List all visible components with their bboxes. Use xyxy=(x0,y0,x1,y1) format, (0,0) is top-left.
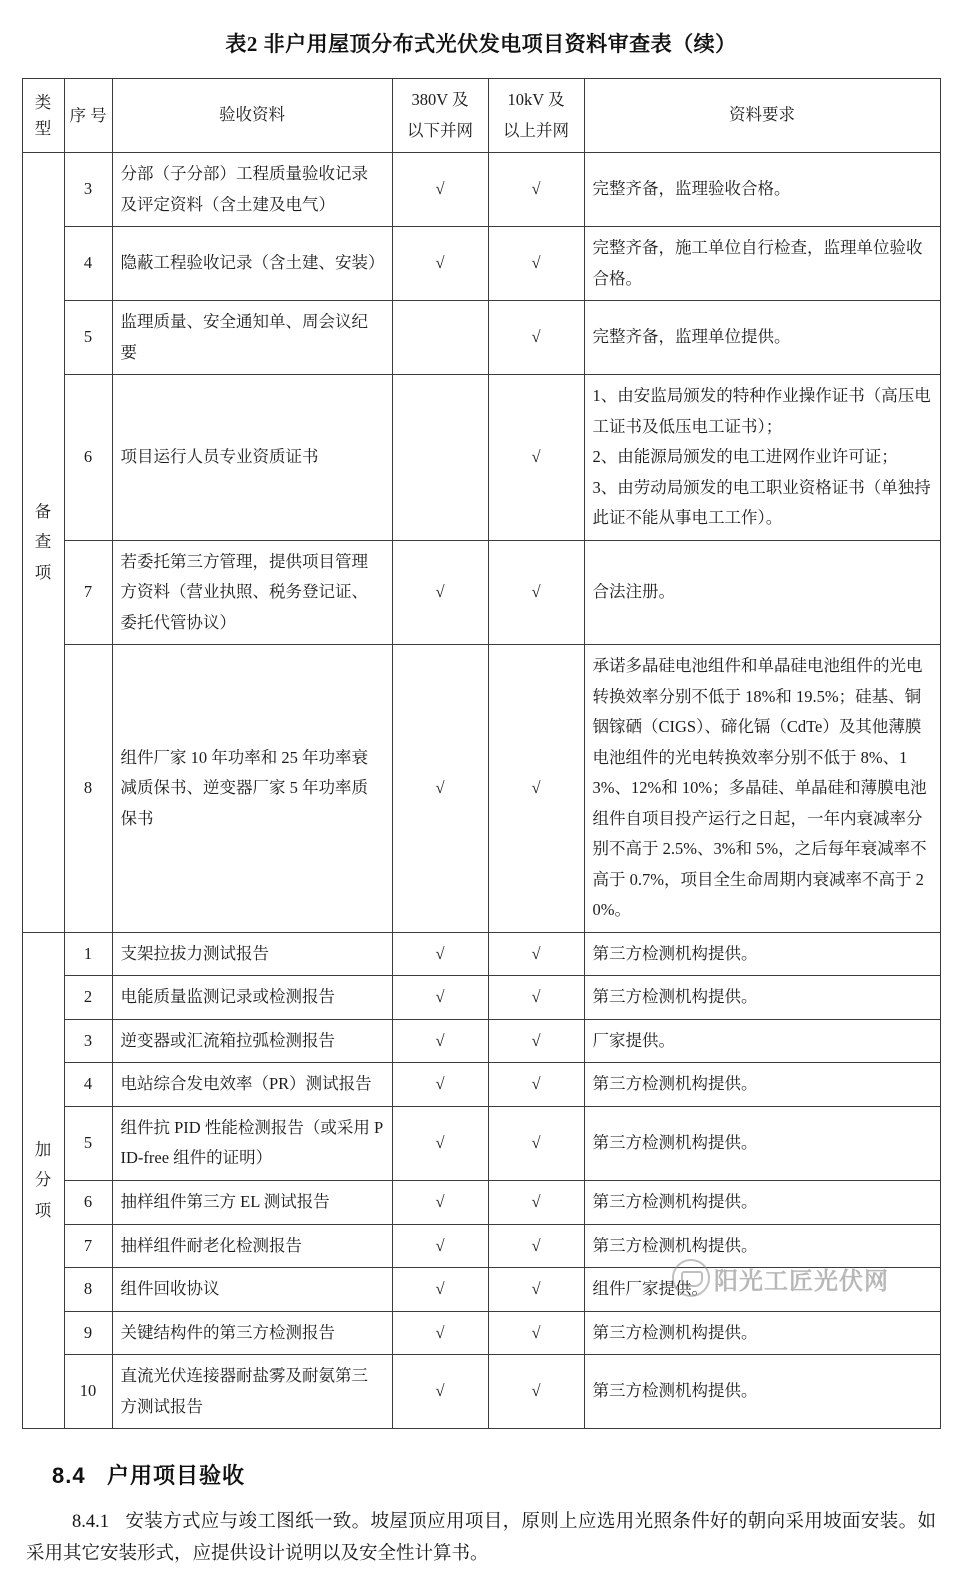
cell-grid10kv-check: √ xyxy=(488,1224,584,1268)
requirement-line: 第三方检测机构提供。 xyxy=(592,1381,758,1401)
cell-requirement xyxy=(584,645,940,933)
table-row xyxy=(22,1268,940,1312)
cell-grid380-check: √ xyxy=(392,1019,488,1063)
cell-grid380-check xyxy=(392,375,488,541)
table-row xyxy=(22,1355,940,1429)
cell-acceptance-document: 组件厂家 10 年功率和 25 年功率衰减质保书、逆变器厂家 5 年功率质保书 xyxy=(112,645,392,933)
cell-sequence-number: 10 xyxy=(64,1355,112,1429)
cell-requirement xyxy=(584,301,940,375)
cell-sequence-number: 5 xyxy=(64,301,112,375)
watermark-text: 阳光工匠光伏网 xyxy=(714,1267,889,1295)
section-number: 8.4 xyxy=(52,1463,86,1489)
requirement-line: 完整齐备，监理单位提供。 xyxy=(592,327,791,347)
cell-sequence-number: 7 xyxy=(64,1224,112,1268)
cell-requirement xyxy=(584,932,940,976)
requirement-line: 承诺多晶硅电池组件和单晶硅电池组件的光电转换效率分别不低于 18%和 19.5%；硅基、铜铟镓硒（CIGS）、碲化镉（CdTe）及其他薄膜电池组件的光电转换效率分别不低于 8%、13%、12%和 10%；多晶硅、单晶硅和薄膜电池组件自项目投产运行之日起，一年内衰减率分别不高于 2.5%、3%和 5%，之后每年衰减率不高于 0.7%，项目全生命周期内衰减率不高于 20%。 xyxy=(592,656,927,920)
table-row xyxy=(22,976,940,1020)
column-header-doc: 验收资料 xyxy=(112,79,392,153)
cell-grid380-check: √ xyxy=(392,1180,488,1224)
cell-grid10kv-check: √ xyxy=(488,976,584,1020)
column-header-grid380-line1: 380V 及 xyxy=(411,90,469,109)
cell-grid380-check: √ xyxy=(392,1224,488,1268)
cell-acceptance-document: 逆变器或汇流箱拉弧检测报告 xyxy=(112,1019,392,1063)
table-body xyxy=(22,153,940,1429)
cell-acceptance-document: 直流光伏连接器耐盐雾及耐氨第三方测试报告 xyxy=(112,1355,392,1429)
cell-acceptance-document: 监理质量、安全通知单、周会议纪要 xyxy=(112,301,392,375)
requirement-line: 2、由能源局颁发的电工进网作业许可证； xyxy=(592,447,898,467)
cell-requirement xyxy=(584,1311,940,1355)
column-header-grid380 xyxy=(392,79,488,153)
cell-acceptance-document: 若委托第三方管理，提供项目管理方资料（营业执照、税务登记证、委托代管协议） xyxy=(112,540,392,645)
cell-grid380-check: √ xyxy=(392,1311,488,1355)
cell-requirement xyxy=(584,1355,940,1429)
cell-sequence-number: 8 xyxy=(64,1268,112,1312)
cell-acceptance-document: 电能质量监测记录或检测报告 xyxy=(112,976,392,1020)
cell-grid10kv-check: √ xyxy=(488,645,584,933)
cell-requirement xyxy=(584,1180,940,1224)
cell-requirement xyxy=(584,153,940,227)
requirement-line: 第三方检测机构提供。 xyxy=(592,1074,758,1094)
cell-grid10kv-check: √ xyxy=(488,375,584,541)
requirement-line: 第三方检测机构提供。 xyxy=(592,943,758,963)
cell-grid380-check xyxy=(392,301,488,375)
cell-grid380-check: √ xyxy=(392,1063,488,1107)
table-row xyxy=(22,375,940,541)
cell-acceptance-document: 抽样组件耐老化检测报告 xyxy=(112,1224,392,1268)
table-row xyxy=(22,1063,940,1107)
cell-grid10kv-check: √ xyxy=(488,1268,584,1312)
row-group-type-char: 加 xyxy=(34,1139,52,1159)
cell-acceptance-document: 关键结构件的第三方检测报告 xyxy=(112,1311,392,1355)
column-header-requirement: 资料要求 xyxy=(584,79,940,153)
cell-requirement xyxy=(584,1019,940,1063)
section-heading-text: 户用项目验收 xyxy=(106,1463,245,1489)
cell-acceptance-document: 组件抗 PID 性能检测报告（或采用 PID-free 组件的证明） xyxy=(112,1106,392,1180)
row-group-type-char: 备 xyxy=(34,501,52,521)
cell-acceptance-document: 分部（子分部）工程质量验收记录及评定资料（含土建及电气） xyxy=(112,153,392,227)
cell-sequence-number: 4 xyxy=(64,1063,112,1107)
cell-grid10kv-check: √ xyxy=(488,932,584,976)
cell-requirement xyxy=(584,375,940,541)
table-row xyxy=(22,301,940,375)
column-header-type-line2: 型 xyxy=(34,118,52,138)
cell-sequence-number: 6 xyxy=(64,375,112,541)
cell-requirement xyxy=(584,976,940,1020)
requirement-line: 完整齐备，监理验收合格。 xyxy=(592,179,791,199)
cell-acceptance-document: 抽样组件第三方 EL 测试报告 xyxy=(112,1180,392,1224)
table-row xyxy=(22,540,940,645)
cell-grid380-check: √ xyxy=(392,1355,488,1429)
review-table xyxy=(22,78,941,1429)
column-header-type-line1: 类 xyxy=(34,92,52,112)
cell-sequence-number: 7 xyxy=(64,540,112,645)
table-row xyxy=(22,1019,940,1063)
column-header-type xyxy=(22,79,64,153)
row-group-type-char: 查 xyxy=(34,532,52,552)
cell-acceptance-document: 电站综合发电效率（PR）测试报告 xyxy=(112,1063,392,1107)
requirement-line: 合法注册。 xyxy=(592,582,675,602)
cell-requirement xyxy=(584,1224,940,1268)
cell-grid10kv-check: √ xyxy=(488,1180,584,1224)
column-header-seq-line1: 序 xyxy=(69,105,86,125)
cell-grid380-check: √ xyxy=(392,540,488,645)
table-row xyxy=(22,227,940,301)
cell-grid10kv-check: √ xyxy=(488,1106,584,1180)
cell-grid10kv-check: √ xyxy=(488,301,584,375)
row-group-type-char: 项 xyxy=(34,562,52,582)
cell-grid380-check: √ xyxy=(392,932,488,976)
column-header-grid10kv xyxy=(488,79,584,153)
section-heading xyxy=(52,1459,962,1490)
table-row xyxy=(22,932,940,976)
cell-grid10kv-check: √ xyxy=(488,1311,584,1355)
cell-acceptance-document: 隐蔽工程验收记录（含土建、安装） xyxy=(112,227,392,301)
cell-grid380-check: √ xyxy=(392,645,488,933)
cell-grid380-check: √ xyxy=(392,1268,488,1312)
column-header-seq xyxy=(64,79,112,153)
requirement-line: 第三方检测机构提供。 xyxy=(592,987,758,1007)
table-row xyxy=(22,1311,940,1355)
cell-grid380-check: √ xyxy=(392,153,488,227)
cell-grid380-check: √ xyxy=(392,1106,488,1180)
cell-acceptance-document: 支架拉拔力测试报告 xyxy=(112,932,392,976)
cell-sequence-number: 1 xyxy=(64,932,112,976)
table-row xyxy=(22,1180,940,1224)
cell-grid10kv-check: √ xyxy=(488,540,584,645)
row-group-type-1 xyxy=(22,153,64,933)
requirement-line: 3、由劳动局颁发的电工职业资格证书（单独持此证不能从事电工工作）。 xyxy=(592,477,931,528)
requirement-line: 完整齐备，施工单位自行检查，监理单位验收合格。 xyxy=(592,238,923,288)
requirement-line: 第三方检测机构提供。 xyxy=(592,1235,758,1255)
column-header-grid380-line2: 以下并网 xyxy=(407,120,473,140)
cell-grid10kv-check: √ xyxy=(488,1355,584,1429)
requirement-line: 第三方检测机构提供。 xyxy=(592,1191,758,1211)
requirement-line: 厂家提供。 xyxy=(592,1030,675,1050)
row-group-type-char: 项 xyxy=(34,1200,52,1220)
column-header-seq-line2: 号 xyxy=(90,105,107,125)
cell-sequence-number: 9 xyxy=(64,1311,112,1355)
cell-sequence-number: 8 xyxy=(64,645,112,933)
cell-sequence-number: 3 xyxy=(64,1019,112,1063)
cell-requirement xyxy=(584,540,940,645)
cell-sequence-number: 4 xyxy=(64,227,112,301)
cell-sequence-number: 2 xyxy=(64,976,112,1020)
table-row xyxy=(22,1106,940,1180)
table-row xyxy=(22,153,940,227)
clause-text: 安装方式应与竣工图纸一致。坡屋顶应用项目，原则上应选用光照条件好的朝向采用坡面安装。如采用其它安装形式，应提供设计说明以及安全性计算书。 xyxy=(26,1512,936,1565)
cell-sequence-number: 5 xyxy=(64,1106,112,1180)
cell-grid380-check: √ xyxy=(392,227,488,301)
column-header-grid10kv-line2: 以上并网 xyxy=(503,120,569,140)
table-header xyxy=(22,79,940,153)
cell-acceptance-document: 项目运行人员专业资质证书 xyxy=(112,375,392,541)
cell-requirement xyxy=(584,1063,940,1107)
cell-requirement xyxy=(584,1268,940,1312)
cell-grid10kv-check: √ xyxy=(488,153,584,227)
cell-sequence-number: 3 xyxy=(64,153,112,227)
row-group-type-char: 分 xyxy=(34,1170,52,1190)
cell-acceptance-document: 组件回收协议 xyxy=(112,1268,392,1312)
column-header-grid10kv-line1: 10kV 及 xyxy=(507,90,565,109)
table-row xyxy=(22,1224,940,1268)
cell-sequence-number: 6 xyxy=(64,1180,112,1224)
cell-requirement xyxy=(584,227,940,301)
cell-grid10kv-check: √ xyxy=(488,1019,584,1063)
cell-grid10kv-check: √ xyxy=(488,227,584,301)
requirement-line: 第三方检测机构提供。 xyxy=(592,1133,758,1153)
table-row xyxy=(22,645,940,933)
row-group-type-2 xyxy=(22,932,64,1428)
requirement-line: 第三方检测机构提供。 xyxy=(592,1322,758,1342)
clause-paragraph xyxy=(26,1506,936,1571)
cell-requirement xyxy=(584,1106,940,1180)
cell-grid380-check: √ xyxy=(392,976,488,1020)
requirement-line: 1、由安监局颁发的特种作业操作证书（高压电工证书及低压电工证书）； xyxy=(592,386,931,436)
clause-number: 8.4.1 xyxy=(72,1512,109,1533)
cell-grid10kv-check: √ xyxy=(488,1063,584,1107)
table-header-row xyxy=(22,79,940,153)
page-title: 表2 非户用屋顶分布式光伏发电项目资料审查表（续） xyxy=(225,32,737,56)
requirement-line: 组件厂家提供。 xyxy=(592,1279,708,1299)
